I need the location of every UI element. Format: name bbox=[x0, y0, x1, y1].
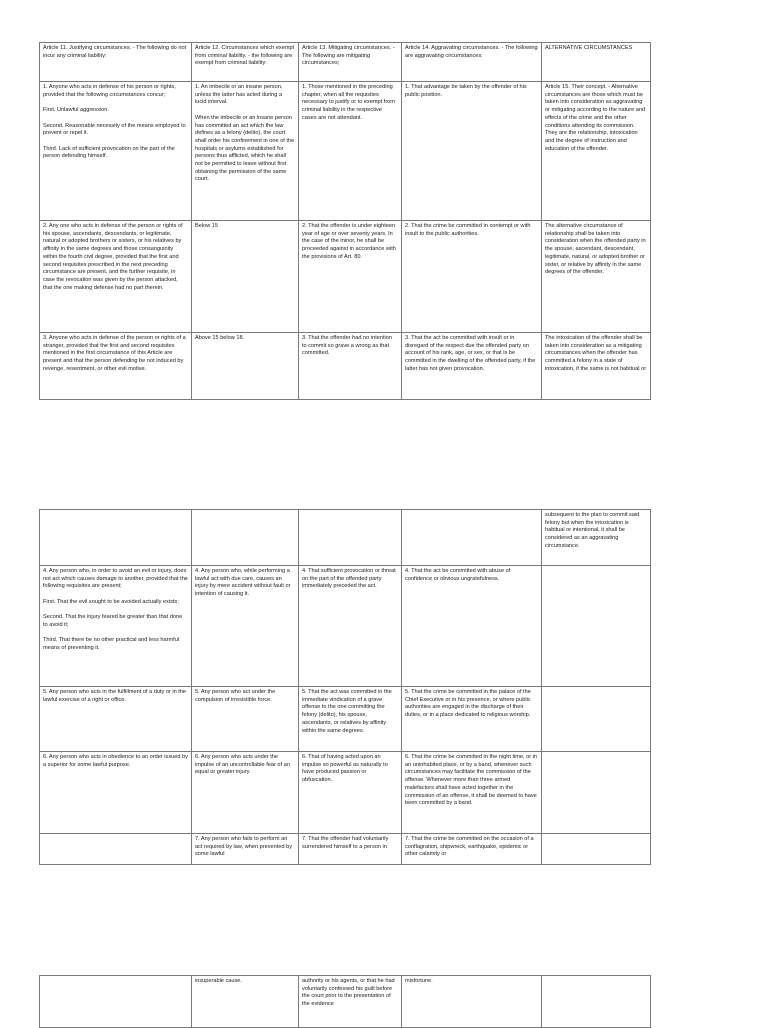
cell-text: Article 11. Justifying circumstances. - The following do not incur any criminal liability: bbox=[43, 45, 187, 59]
cell-text: Article 12. Circumstances which exempt from criminal liability. - the following are exempt from criminal liability: bbox=[195, 45, 295, 67]
cell-text: 6. Any person who acts in obedience to an order issued by a superior for some lawful purpose. bbox=[43, 754, 188, 768]
table-cell bbox=[40, 82, 192, 221]
table-cell bbox=[40, 752, 192, 834]
table-cell bbox=[542, 333, 651, 400]
table-row bbox=[40, 510, 651, 566]
cell-text: 1. That advantage be taken by the offender of his public position. bbox=[405, 84, 527, 98]
table-cell bbox=[542, 687, 651, 752]
table-cell bbox=[40, 333, 192, 400]
table-cell bbox=[192, 221, 299, 333]
cell-text: Below 15 bbox=[195, 223, 219, 229]
cell-text: 1. Anyone who acts in defense of his person or rights, provided that the following circumstances concur; First. Unlawful aggression. Second. Reasonable necessity of the means employed to prevent or repel it. Third. Lack of sufficient provocation on the part of the person defending himself. bbox=[43, 84, 186, 160]
cell-text: 6. That of having acted upon an impulse so powerful as naturally to have produced passion or obfuscation. bbox=[302, 754, 388, 784]
table-cell bbox=[402, 566, 542, 687]
table-segment-3 bbox=[39, 975, 651, 1028]
table-cell bbox=[299, 687, 402, 752]
cell-text: The intoxication of the offender shall be taken into consideration as a mitigating circumstances when the offender has committed a felony in a state of intoxication, if the same is not habitual or bbox=[545, 335, 647, 372]
cell-text: subsequent to the plan to commit said felony but when the intoxication is habitual or intentional, it shall be considered as an aggravating circumstance. bbox=[545, 512, 640, 549]
cell-text: 5. Any person who act under the compulsion of irresistible force. bbox=[195, 689, 276, 703]
table-cell bbox=[192, 976, 299, 1028]
table-cell bbox=[40, 221, 192, 333]
table-cell bbox=[192, 43, 299, 82]
table-cell bbox=[40, 834, 192, 865]
table-cell bbox=[402, 43, 542, 82]
cell-text: 3. That the offender had no intention to commit so grave a wrong as that committed. bbox=[302, 335, 392, 357]
cell-text: 4. Any person who, while performing a lawful act with due care, causes an injury by mere accident without fault or intention of causing it. bbox=[195, 568, 291, 598]
table-cell bbox=[192, 687, 299, 752]
table-cell bbox=[402, 221, 542, 333]
cell-text: 4. Any person who, in order to avoid an evil or injury, does not act which causes damage to another, provided that the following requisites are present; First. That the evil sought to be avoided actually exists; Second. That the injury feared be greater than that done to avoid it; Third. That there be no other practical and less harmful means of preventing it. bbox=[43, 568, 188, 652]
table-row bbox=[40, 82, 651, 221]
table-cell bbox=[40, 687, 192, 752]
table-cell bbox=[542, 43, 651, 82]
table-cell bbox=[542, 221, 651, 333]
table-row bbox=[40, 566, 651, 687]
table-header-row bbox=[40, 43, 651, 82]
table-cell bbox=[40, 43, 192, 82]
table-cell bbox=[402, 752, 542, 834]
cell-text: 4. That sufficient provocation or threat on the part of the offended party immediately preceded the act. bbox=[302, 568, 396, 590]
table-cell bbox=[299, 43, 402, 82]
table-row bbox=[40, 221, 651, 333]
table-cell bbox=[40, 566, 192, 687]
cell-text: 7. That the crime be committed on the occasion of a conflagration, shipwreck, earthquake, epidemic or other calamity or bbox=[405, 836, 534, 858]
cell-text: Article 13. Mitigating circumstances. - The following are mitigating circumstances; bbox=[302, 45, 395, 67]
cell-text: 5. That the crime be committed in the palace of the Chief Executive or in his presence, or where public authorities are engaged in the discharge of their duties, or in a place dedicated to religious worship. bbox=[405, 689, 531, 719]
table-cell bbox=[542, 752, 651, 834]
table-segment-1 bbox=[39, 42, 651, 400]
table-row bbox=[40, 333, 651, 400]
table-cell bbox=[402, 834, 542, 865]
table-row bbox=[40, 976, 651, 1028]
table-cell bbox=[299, 82, 402, 221]
table-cell bbox=[299, 566, 402, 687]
table-cell bbox=[299, 510, 402, 566]
table-cell bbox=[40, 976, 192, 1028]
table-cell bbox=[542, 510, 651, 566]
cell-text: 7. That the offender had voluntarily surrendered himself to a person in bbox=[302, 836, 389, 850]
cell-text: 2. That the offender is under eighteen year of age or over seventy years. In the case of the minor, he shall be proceeded against in accordance with the provisions of Art. 80. bbox=[302, 223, 396, 260]
table-cell bbox=[40, 510, 192, 566]
table-cell bbox=[542, 834, 651, 865]
cell-text: 1. Those mentioned in the preceding chapter, when all the requisites necessary to justify or to exempt from criminal liability in the respective cases are not attendant. bbox=[302, 84, 395, 121]
cell-text: insuperable cause. bbox=[195, 978, 242, 984]
table-cell bbox=[402, 976, 542, 1028]
cell-text: 3. Anyone who acts in defense of the person or rights of a stranger, provided that the first and second requisites mentioned in the first circumstance of this Article are present and that the person defending be not induced by revenge, resentment, or other evil motive. bbox=[43, 335, 186, 372]
table-row bbox=[40, 687, 651, 752]
table-cell bbox=[402, 82, 542, 221]
table-cell bbox=[192, 752, 299, 834]
table-cell bbox=[192, 82, 299, 221]
table-cell bbox=[299, 834, 402, 865]
table-cell bbox=[542, 566, 651, 687]
cell-text: 2. That the crime be committed in contempt or with insult to the public authorities. bbox=[405, 223, 531, 237]
table-cell bbox=[542, 82, 651, 221]
table-cell bbox=[192, 566, 299, 687]
cell-text: 5. Any person who acts in the fulfillment of a duty or in the lawful exercise of a right or office. bbox=[43, 689, 187, 703]
cell-text: 6. That the crime be committed in the night time, or in an uninhabited place, or by a band, whenever such circumstances may facilitate the commission of the offense. Whenever more than three armed malefactors shall have acted together in the commission of an offense, it shall be deemed to have been committed by a band. bbox=[405, 754, 538, 807]
table-cell bbox=[542, 976, 651, 1028]
table-row bbox=[40, 752, 651, 834]
table-segment-2 bbox=[39, 509, 651, 865]
cell-text: 4. That the act be committed with abuse of confidence or obvious ungratefulness. bbox=[405, 568, 511, 582]
cell-text: authority or his agents, or that he had voluntarily confessed his guilt before the court prior to the presentation of the evidence bbox=[302, 978, 395, 1008]
table-cell bbox=[402, 687, 542, 752]
table-cell bbox=[192, 333, 299, 400]
table-cell bbox=[299, 752, 402, 834]
cell-text: Article 14. Aggravating circumstances. - The following are aggravating circumstances: bbox=[405, 45, 538, 59]
cell-text: 5. That the act was committed in the immediate vindication of a grave offense to the one committing the felony (delito), his spouse, ascendants, or relatives by affinity within the same degrees. bbox=[302, 689, 392, 734]
table-cell bbox=[299, 221, 402, 333]
cell-text: 7. Any person who fails to perform an act required by law, when prevented by some lawful bbox=[195, 836, 293, 858]
table-cell bbox=[299, 976, 402, 1028]
table-cell bbox=[299, 333, 402, 400]
table-cell bbox=[192, 834, 299, 865]
cell-text: ALTERNATIVE CIRCUMSTANCES bbox=[545, 45, 633, 51]
table-cell bbox=[402, 333, 542, 400]
cell-text: misfortune. bbox=[405, 978, 433, 984]
cell-text: Above 15 below 18. bbox=[195, 335, 245, 341]
table-cell bbox=[192, 510, 299, 566]
cell-text: Article 15. Their concept. - Alternative circumstances are those which must be taken into consideration as aggravating or mitigating according to the nature and effects of the crime and the other conditions attending its commission. They are the relationship, intoxication and the degree of instruction and education of the offender. bbox=[545, 84, 646, 152]
cell-text: 1. An imbecile or an insane person, unless the latter has acted during a lucid interval. When the imbecile or an insane person has committed an act which the law defines as a felony (delito), the court shall order his confinement in one of the hospitals or asylums established for persons thus afflicted, which he shall not be permitted to leave without first obtaining the permission of the same court. bbox=[195, 84, 295, 183]
table-row bbox=[40, 834, 651, 865]
cell-text: 2. Any one who acts in defense of the person or rights of his spouse, ascendants, descendants, or legitimate, natural or adopted brothers or sisters, or his relatives by affinity in the same degrees and those consanguinity within the fourth civil degree, provided that the first and second requisites prescribed in the next preceding circumstance are present, and the further requisite, in case the revocation was given by the person attacked, that the one making defense had no part therein. bbox=[43, 223, 183, 291]
cell-text: 6. Any person who acts under the impulse of an uncontrollable fear of an equal or greater injury. bbox=[195, 754, 290, 776]
cell-text: 3. That the act be committed with insult or in disregard of the respect due the offended party on account of his rank, age, or sex, or that is be committed in the dwelling of the offended party, if the latter has not given provocation. bbox=[405, 335, 536, 372]
table-cell bbox=[402, 510, 542, 566]
cell-text: The alternative circumstance of relationship shall be taken into consideration when the offended party in the spouse, ascendant, descendant, legitimate, natural, or adopted brother or sister, or relative by affinity in the same degrees of the offender. bbox=[545, 223, 646, 276]
